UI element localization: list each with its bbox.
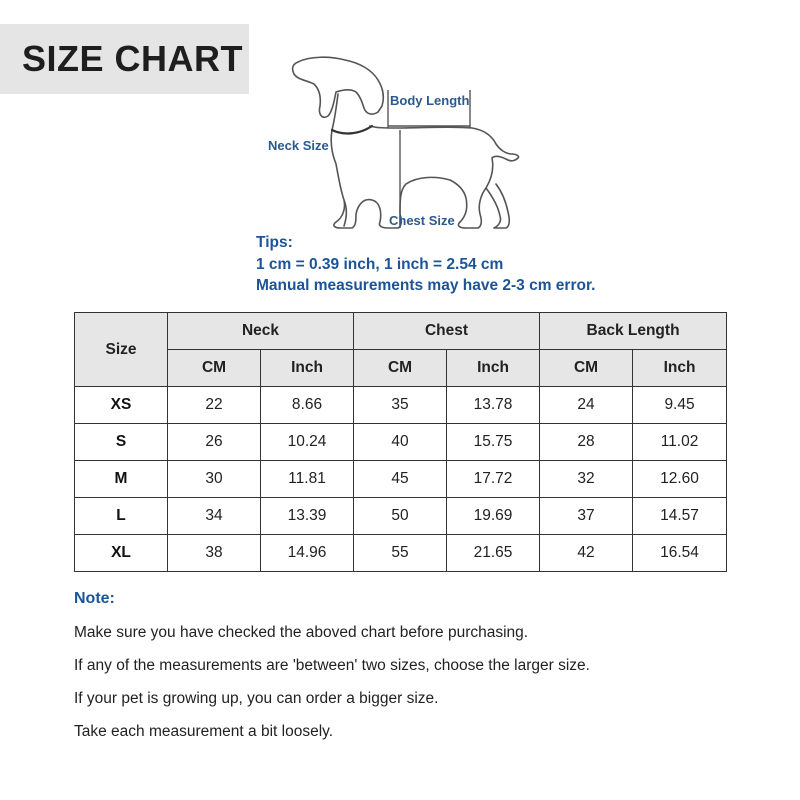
neck-cm-cell: 38	[168, 535, 261, 572]
neck-cm-cell: 30	[168, 461, 261, 498]
dog-head-outline	[293, 57, 384, 117]
back-cm-cell: 24	[540, 387, 633, 424]
note-line: Take each measurement a bit loosely.	[74, 723, 334, 740]
subheader-back-inch: Inch	[633, 350, 727, 387]
note-line: If any of the measurements are 'between' two sizes, choose the larger size.	[74, 657, 590, 674]
chest-inch-cell: 19.69	[447, 498, 540, 535]
chest-cm-cell: 55	[354, 535, 447, 572]
dog-hind-leg	[486, 184, 509, 228]
size-table	[74, 312, 727, 572]
body-length-label: Body Length	[390, 93, 470, 108]
subheader-chest-cm: CM	[354, 350, 447, 387]
back-cm-cell: 37	[540, 498, 633, 535]
chest-size-label: Chest Size	[389, 213, 455, 228]
title-banner	[0, 24, 249, 94]
back-inch-cell: 16.54	[633, 535, 727, 572]
back-inch-cell: 12.60	[633, 461, 727, 498]
back-cm-cell: 32	[540, 461, 633, 498]
back-cm-cell: 42	[540, 535, 633, 572]
chest-cm-cell: 45	[354, 461, 447, 498]
note-line: If your pet is growing up, you can order a bigger size.	[74, 690, 439, 707]
chest-cm-cell: 50	[354, 498, 447, 535]
neck-inch-cell: 13.39	[261, 498, 354, 535]
chest-cm-cell: 40	[354, 424, 447, 461]
table-header-row	[75, 313, 727, 350]
tips-error-note: Manual measurements may have 2-3 cm error.	[256, 277, 596, 294]
back-inch-cell: 11.02	[633, 424, 727, 461]
subheader-neck-cm: CM	[168, 350, 261, 387]
chest-inch-cell: 17.72	[447, 461, 540, 498]
back-inch-cell: 9.45	[633, 387, 727, 424]
table-row	[75, 498, 727, 535]
neck-inch-cell: 8.66	[261, 387, 354, 424]
chest-cm-cell: 35	[354, 387, 447, 424]
table-row	[75, 461, 727, 498]
neck-cm-cell: 34	[168, 498, 261, 535]
table-row	[75, 387, 727, 424]
chest-inch-cell: 21.65	[447, 535, 540, 572]
dog-body-outline	[331, 94, 518, 228]
neck-cm-cell: 22	[168, 387, 261, 424]
neck-cm-cell: 26	[168, 424, 261, 461]
chest-inch-cell: 13.78	[447, 387, 540, 424]
neck-inch-cell: 14.96	[261, 535, 354, 572]
subheader-chest-inch: Inch	[447, 350, 540, 387]
size-cell: M	[75, 461, 168, 498]
size-cell: XL	[75, 535, 168, 572]
subheader-back-cm: CM	[540, 350, 633, 387]
size-cell: L	[75, 498, 168, 535]
tips-heading: Tips:	[256, 234, 293, 251]
page-title: SIZE CHART	[22, 38, 243, 79]
header-chest: Chest	[354, 313, 540, 350]
chest-inch-cell: 15.75	[447, 424, 540, 461]
size-cell: XS	[75, 387, 168, 424]
neck-inch-cell: 10.24	[261, 424, 354, 461]
back-cm-cell: 28	[540, 424, 633, 461]
note-line: Make sure you have checked the aboved chart before purchasing.	[74, 624, 529, 641]
dog-collar	[332, 126, 372, 133]
back-inch-cell: 14.57	[633, 498, 727, 535]
tips-block	[256, 232, 595, 297]
table-subheader-row	[75, 350, 727, 387]
header-neck: Neck	[168, 313, 354, 350]
size-cell: S	[75, 424, 168, 461]
subheader-neck-inch: Inch	[261, 350, 354, 387]
neck-inch-cell: 11.81	[261, 461, 354, 498]
neck-size-label: Neck Size	[268, 138, 329, 153]
header-back-length: Back Length	[540, 313, 727, 350]
note-title: Note:	[74, 590, 115, 607]
table-row	[75, 424, 727, 461]
tips-conversion: 1 cm = 0.39 inch, 1 inch = 2.54 cm	[256, 255, 504, 273]
header-size: Size	[75, 313, 168, 387]
table-row	[75, 535, 727, 572]
